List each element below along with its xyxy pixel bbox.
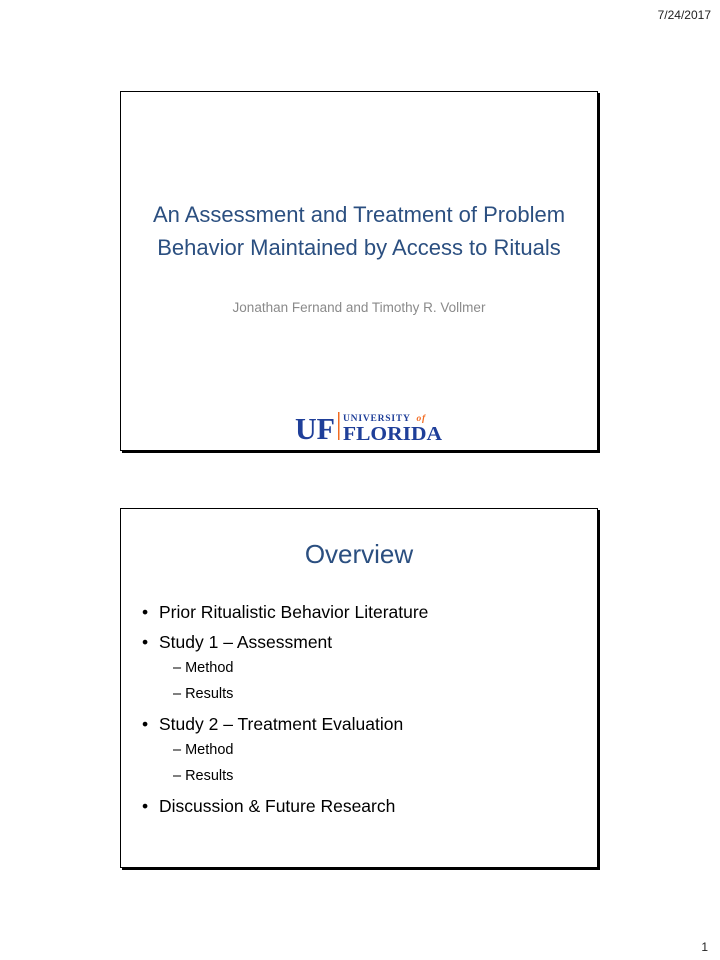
- title-line-2: Behavior Maintained by Access to Rituals: [157, 235, 561, 260]
- outline-subitem-label: Method: [185, 742, 234, 758]
- dash-icon: –: [173, 686, 182, 702]
- bullet-icon: •: [142, 796, 149, 816]
- outline-item-literature: [141, 599, 587, 625]
- outline-item-study-1: [141, 629, 587, 655]
- dash-icon: –: [173, 768, 182, 784]
- outline-subitem-study-2-results: [141, 763, 587, 789]
- overview-title: Overview: [304, 539, 414, 569]
- outline-subitem-label: Method: [185, 660, 234, 676]
- outline-subitem-label: Results: [185, 686, 234, 702]
- dash-icon: –: [173, 660, 182, 676]
- logo-florida: FLORIDA: [343, 423, 443, 442]
- bullet-icon: •: [142, 714, 149, 734]
- outline-list: [141, 595, 587, 819]
- bullet-icon: •: [142, 632, 149, 652]
- title-line-1: An Assessment and Treatment of Problem: [152, 202, 566, 227]
- outline-item-label: Study 1 – Assessment: [159, 632, 333, 652]
- outline-item-study-2: [141, 711, 587, 737]
- dash-icon: –: [173, 742, 182, 758]
- logo-divider: [338, 412, 340, 440]
- outline-subitem-study-1-method: [141, 655, 587, 681]
- outline-subitem-study-1-results: [141, 681, 587, 707]
- page-date: 7/24/2017: [657, 8, 711, 22]
- outline-item-label: Discussion & Future Research: [159, 796, 396, 816]
- logo-of: of: [416, 414, 427, 424]
- outline-subitem-label: Results: [185, 768, 234, 784]
- uf-monogram: UF: [295, 411, 335, 442]
- authors: Jonathan Fernand and Timothy R. Vollmer: [232, 300, 486, 315]
- presentation-title: [121, 198, 597, 264]
- logo-university: UNIVERSITY: [343, 414, 411, 424]
- bullet-icon: •: [142, 602, 149, 622]
- outline-item-discussion: [141, 793, 587, 819]
- outline-subitem-study-2-method: [141, 737, 587, 763]
- uf-logo: [295, 410, 443, 442]
- page-number: 1: [701, 940, 708, 954]
- overview-slide: [120, 508, 598, 868]
- title-slide: [120, 91, 598, 451]
- outline-item-label: Study 2 – Treatment Evaluation: [159, 714, 404, 734]
- outline-item-label: Prior Ritualistic Behavior Literature: [159, 602, 429, 622]
